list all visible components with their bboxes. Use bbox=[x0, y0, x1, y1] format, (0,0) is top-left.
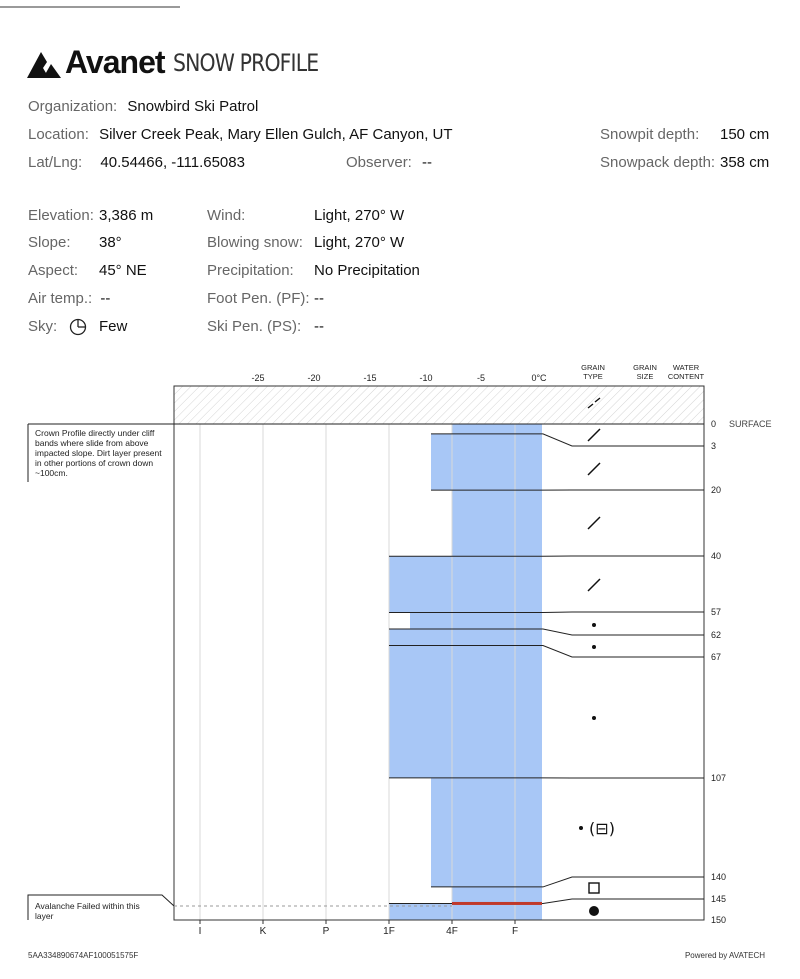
depth-label-0: 0 bbox=[711, 419, 717, 429]
hardness-bar-5 bbox=[389, 629, 542, 646]
decomposing-stroke bbox=[588, 463, 600, 475]
ski-pen-label: Ski Pen. (PS): bbox=[207, 318, 302, 335]
rounded-dot bbox=[592, 645, 596, 649]
mixed-dot bbox=[579, 826, 583, 830]
slope-value: 38° bbox=[99, 234, 122, 251]
aspect-label: Aspect: bbox=[28, 262, 79, 279]
organization-label: Organization: bbox=[28, 98, 118, 115]
airtemp-value: -- bbox=[100, 290, 111, 307]
snowpit-depth-value: 150 cm bbox=[720, 126, 770, 143]
annotation-failure-note: Avalanche Failed within this layer bbox=[35, 901, 140, 921]
snowpack-depth-label: Snowpack depth: bbox=[600, 154, 716, 171]
decomposing-stroke bbox=[588, 429, 600, 441]
snowpit-depth-label: Snowpit depth: bbox=[600, 126, 700, 143]
latlng-label: Lat/Lng: bbox=[28, 154, 83, 171]
wind-label: Wind: bbox=[207, 207, 246, 224]
depth-label-2: 20 bbox=[711, 485, 722, 495]
air-zone-hatch bbox=[174, 386, 704, 424]
observer-label: Observer: bbox=[346, 154, 412, 171]
hardness-bar-7 bbox=[431, 778, 542, 887]
depth-label-6: 67 bbox=[711, 652, 722, 662]
ski-pen-value: -- bbox=[314, 318, 324, 335]
depth-label-4: 57 bbox=[711, 607, 722, 617]
depth-label-5: 62 bbox=[711, 630, 722, 640]
hardness-tick-3: 1F bbox=[383, 926, 395, 937]
surface-label: SURFACE bbox=[729, 419, 772, 429]
annotation-crown-note: Crown Profile directly under cliff bands where slide from above impacted slope. Dirt layer present in other portions of crown down ~100cm. bbox=[35, 428, 162, 478]
rounded-dot bbox=[592, 623, 596, 627]
temp-tick-2: -15 bbox=[363, 373, 377, 383]
hardness-tick-5: F bbox=[511, 926, 519, 937]
grain-header-2-0: WATER bbox=[672, 363, 700, 372]
grain-header-1-1: SIZE bbox=[636, 372, 654, 381]
airtemp-label: Air temp.: bbox=[28, 290, 93, 307]
faceted-grain-icon-9 bbox=[589, 883, 599, 893]
slope-label: Slope: bbox=[28, 234, 71, 251]
depth-label-7: 107 bbox=[711, 773, 727, 783]
failure-layer-marker bbox=[452, 902, 542, 905]
temp-tick-4: -5 bbox=[476, 373, 486, 383]
hardness-bar-6 bbox=[389, 646, 542, 778]
hardness-tick-0: I bbox=[198, 926, 202, 937]
grain-header-0-1: TYPE bbox=[583, 372, 603, 381]
location-value: Silver Creek Peak, Mary Ellen Gulch, AF Canyon, UT bbox=[99, 126, 453, 143]
profile-id: 5AA334890674AF100051575F bbox=[28, 951, 139, 960]
mixed-rounded-faceted-icon-8 bbox=[579, 819, 615, 838]
mixed-paren-symbol: (⊟) bbox=[589, 819, 615, 838]
location-label: Location: bbox=[28, 126, 89, 143]
depth-label-10: 150 bbox=[711, 915, 727, 925]
rounded-grain-icon-5 bbox=[592, 623, 596, 627]
hardness-bar-2 bbox=[452, 490, 542, 556]
snowpack-depth-value: 358 cm bbox=[720, 154, 770, 171]
rounded-grain-icon-6 bbox=[592, 645, 596, 649]
layer-boundary-9 bbox=[389, 899, 704, 903]
hardness-tick-1: K bbox=[259, 926, 267, 937]
blowing-snow-value: Light, 270° W bbox=[314, 234, 405, 251]
hardness-bar-3 bbox=[389, 556, 542, 612]
grain-header-0-0: GRAIN bbox=[581, 363, 605, 372]
grain-header-2-1: CONTENT bbox=[667, 372, 705, 381]
hardness-bar-4 bbox=[410, 612, 542, 629]
sky-value: Few bbox=[99, 318, 128, 335]
elevation-label: Elevation: bbox=[28, 207, 94, 224]
hardness-tick-2: P bbox=[322, 926, 330, 937]
decomposing-stroke bbox=[588, 579, 600, 591]
foot-pen-value: -- bbox=[314, 290, 324, 307]
rounded-grain-icon-7 bbox=[592, 716, 596, 720]
decomposing-icon-4 bbox=[588, 579, 600, 591]
temp-tick-3: -10 bbox=[419, 373, 433, 383]
precipitation-value: No Precipitation bbox=[314, 262, 420, 279]
hardness-bar-0 bbox=[452, 424, 542, 434]
latlng-value: 40.54466, -111.65083 bbox=[100, 154, 245, 171]
faceted-square bbox=[589, 883, 599, 893]
page-title: SNOW PROFILE bbox=[172, 49, 318, 77]
decomposing-stroke bbox=[588, 517, 600, 529]
hardness-bar-1 bbox=[431, 434, 542, 490]
blowing-snow-label: Blowing snow: bbox=[207, 234, 303, 251]
wind-value: Light, 270° W bbox=[314, 207, 405, 224]
temp-tick-1: -20 bbox=[307, 373, 321, 383]
observer-value: -- bbox=[422, 154, 433, 171]
precipitation-label: Precipitation: bbox=[207, 262, 294, 279]
hardness-tick-4: 4F bbox=[446, 926, 458, 937]
powered-by: Powered by AVATECH bbox=[684, 951, 765, 960]
foot-pen-label: Foot Pen. (PF): bbox=[207, 290, 310, 307]
depth-label-8: 140 bbox=[711, 872, 727, 882]
melt-dot bbox=[589, 906, 599, 916]
melt-form-icon-10 bbox=[589, 906, 599, 916]
decomposing-icon-1 bbox=[588, 429, 600, 441]
hardness-bar-8 bbox=[452, 887, 542, 904]
depth-label-3: 40 bbox=[711, 551, 722, 561]
temp-tick-0: -25 bbox=[251, 373, 265, 383]
depth-label-1: 3 bbox=[711, 441, 717, 451]
temp-tick-5: 0°C bbox=[531, 373, 547, 383]
decomposing-icon-3 bbox=[588, 517, 600, 529]
elevation-value: 3,386 m bbox=[99, 207, 154, 224]
organization-value: Snowbird Ski Patrol bbox=[127, 98, 259, 115]
sky-label: Sky: bbox=[28, 318, 58, 335]
rounded-dot bbox=[592, 716, 596, 720]
hardness-bar-9 bbox=[389, 903, 542, 920]
brand-name: Avanet bbox=[65, 44, 165, 80]
decomposing-icon-2 bbox=[588, 463, 600, 475]
grain-header-1-0: GRAIN bbox=[633, 363, 657, 372]
depth-label-9: 145 bbox=[711, 894, 727, 904]
aspect-value: 45° NE bbox=[99, 262, 147, 279]
